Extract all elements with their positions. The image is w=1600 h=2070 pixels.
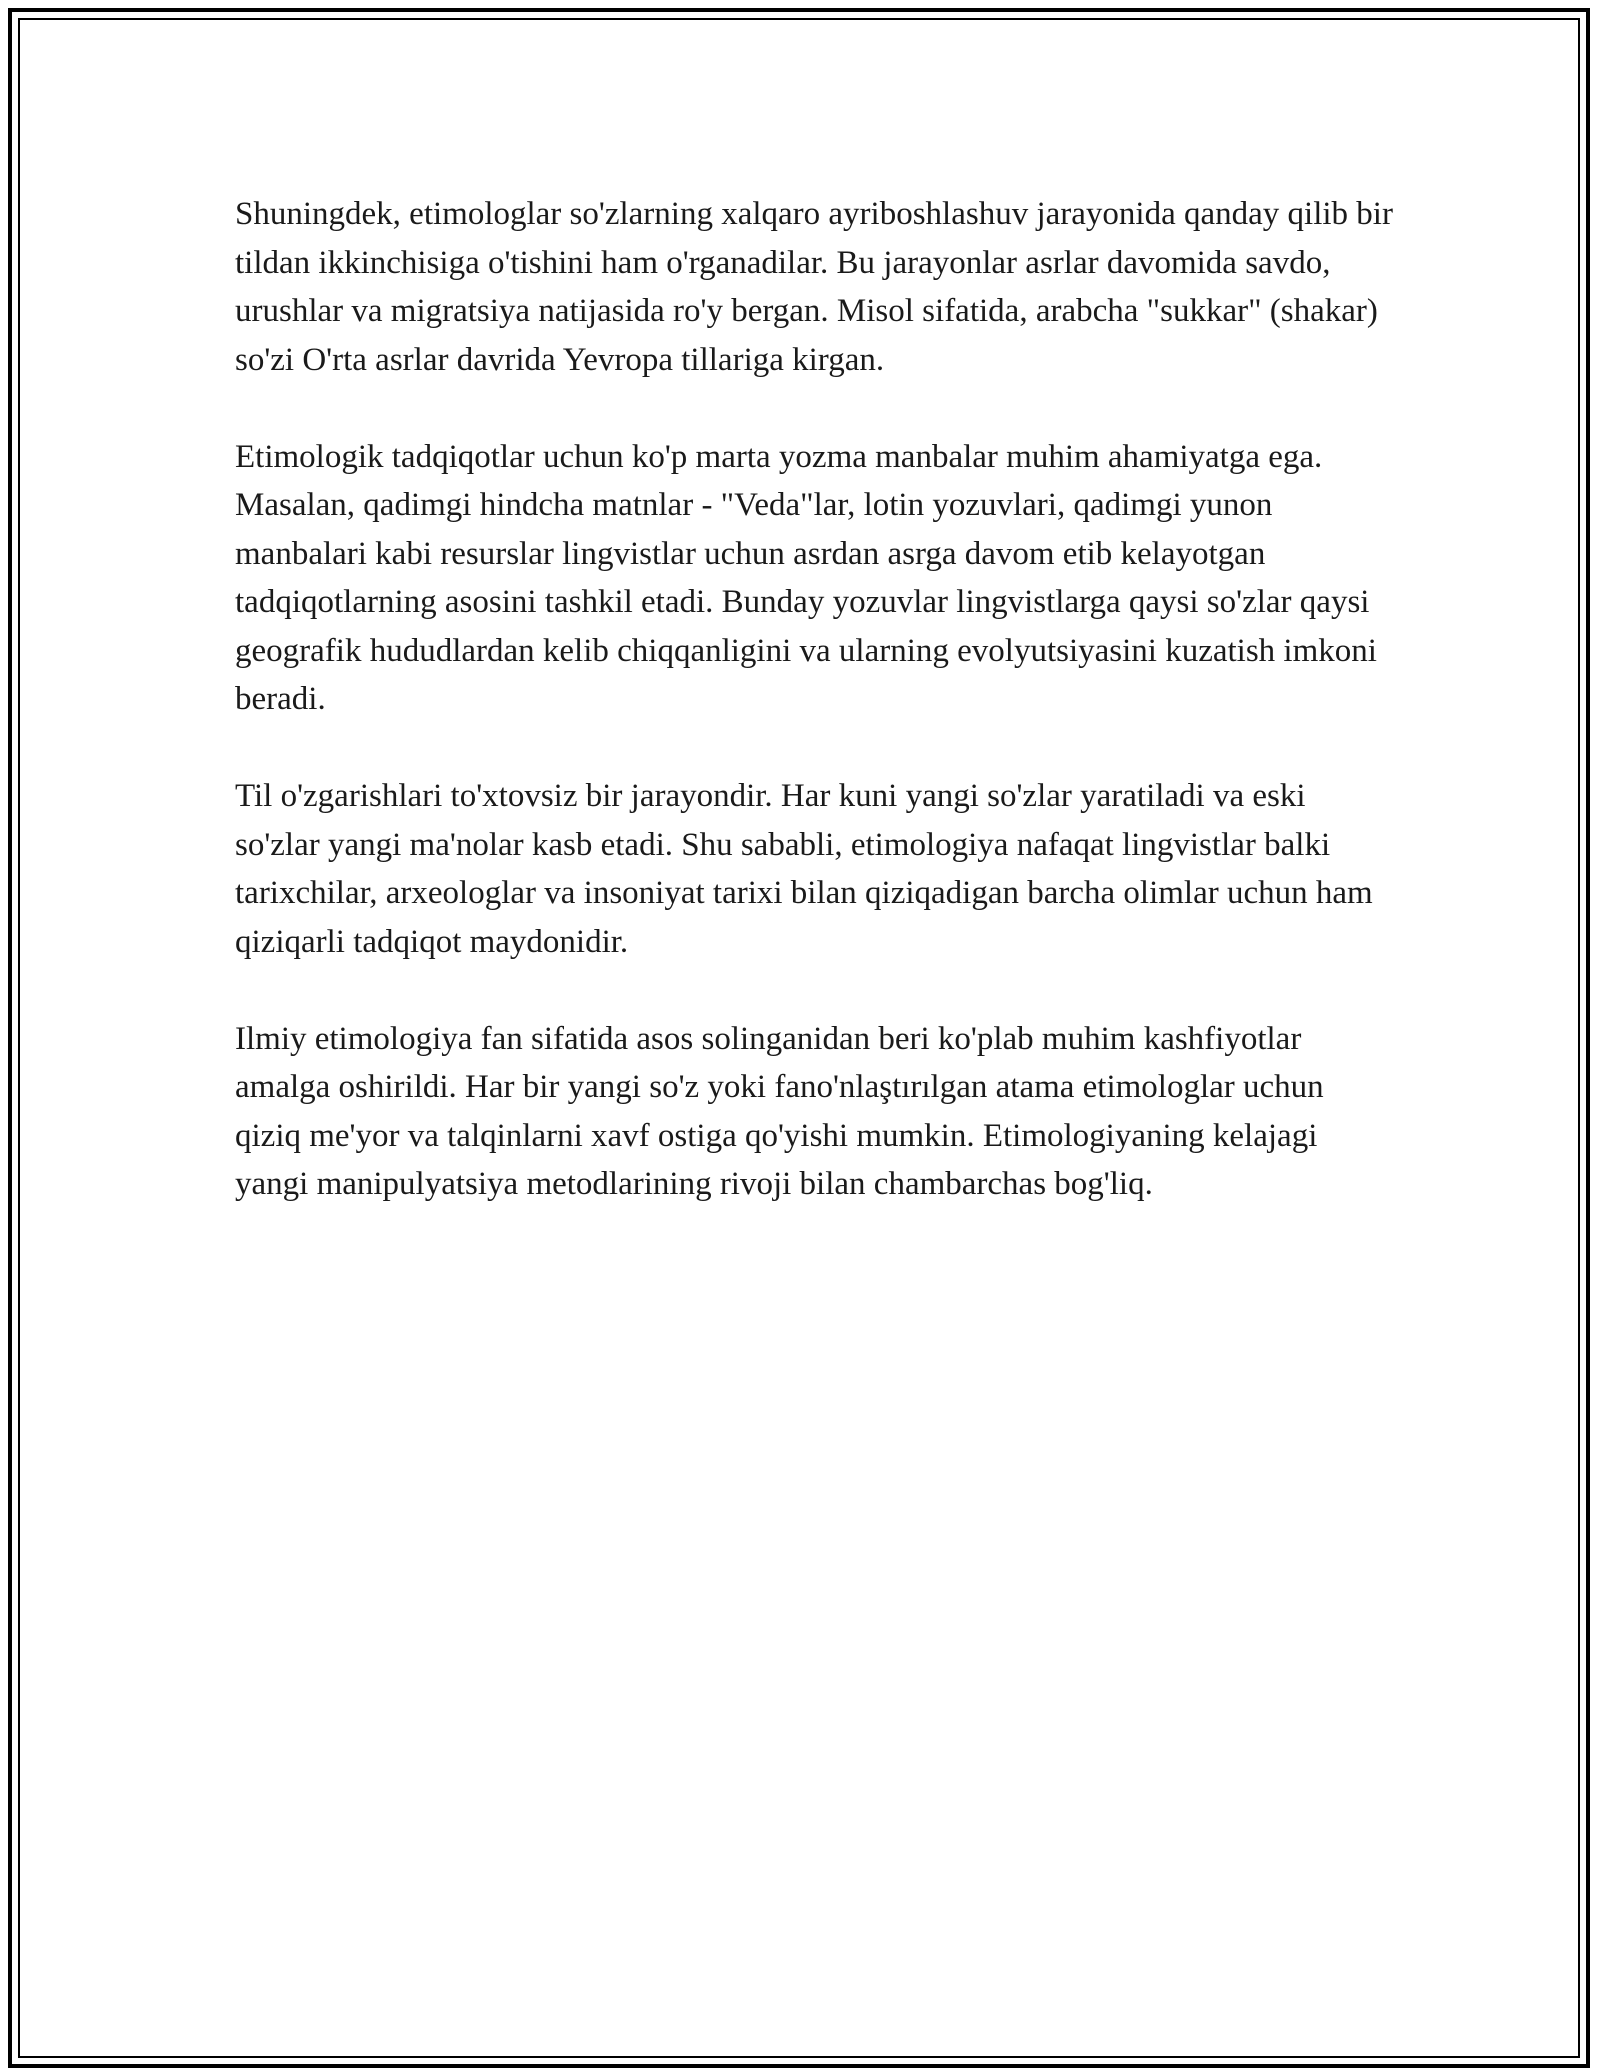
paragraph-1: Shuningdek, etimologlar so'zlarning xalqaro ayriboshlashuv jarayonida qanday qilib bir tildan ikkinchisiga o'tishini ham o'rganadilar. Bu jarayonlar asrlar davomida savdo, urushlar va migratsiya natijasida ro'y bergan. Misol sifatida, arabcha "sukkar" (shakar) so'zi O'rta asrlar davrida Yevropa tillariga kirgan. [235,196,1393,378]
document-body [235,190,1395,1257]
paragraph-2: Etimologik tadqiqotlar uchun ko'p marta yozma manbalar muhim ahamiyatga ega. Masalan, qadimgi hindcha matnlar - "Veda"lar, lotin yozuvlari, qadimgi yunon manbalari kabi resurslar lingvistlar uchun asrdan asrga davom etib kelayotgan tadqiqotlarning asosini tashkil etadi. Bunday yozuvlar lingvistlarga qaysi so'zlar qaysi geografik hududlardan kelib chiqqanligini va ularning evolyutsiyasini kuzatish imkoni beradi. [235,438,1377,717]
paragraph-3: Til o'zgarishlari to'xtovsiz bir jarayondir. Har kuni yangi so'zlar yaratiladi va eski so'zlar yangi ma'nolar kasb etadi. Shu sababli, etimologiya nafaqat lingvistlar balki tarixchilar, arxeologlar va insoniyat tarixi bilan qiziqadigan barcha olimlar uchun ham qiziqarli tadqiqot maydonidir. [235,778,1373,960]
paragraph-4: Ilmiy etimologiya fan sifatida asos solinganidan beri ko'plab muhim kashfiyotlar amalga oshirildi. Har bir yangi so'z yoki fano'nlaştırılgan atama etimologlar uchun qiziq me'yor va talqinlarni xavf ostiga qo'yishi mumkin. Etimologiyaning kelajagi yangi manipulyatsiya metodlarining rivoji bilan chambarchas bog'liq. [235,1020,1324,1202]
